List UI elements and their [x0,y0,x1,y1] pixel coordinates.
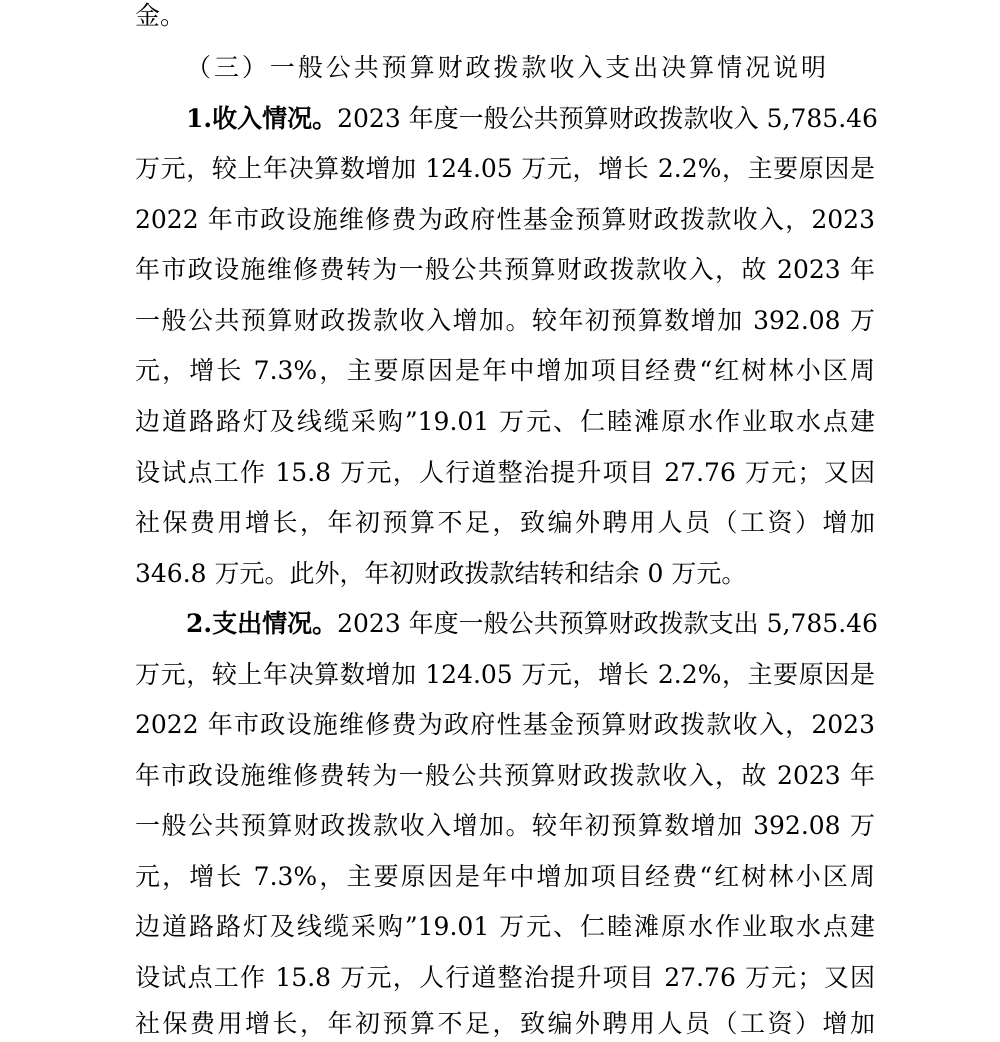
income-line: 万元，较上年决算数增加 124.05 万元，增长 2.2%，主要原因是 [135,154,875,183]
income-line-text: 2023 年度一般公共预算财政拨款收入 5,785.46 [337,104,878,133]
expenditure-first-line [186,608,878,640]
expenditure-line-text: 2023 年度一般公共预算财政拨款支出 5,785.46 [337,609,878,638]
expenditure-line: 设试点工作 15.8 万元，人行道整治提升项目 27.76 万元；又因 [135,963,875,992]
income-line: 一般公共预算财政拨款收入增加。较年初预算数增加 392.08 万 [135,306,875,335]
income-line: 年市政设施维修费转为一般公共预算财政拨款收入，故 2023 年 [135,255,875,284]
expenditure-line: 一般公共预算财政拨款收入增加。较年初预算数增加 392.08 万 [135,811,875,840]
income-line: 2022 年市政设施维修费为政府性基金预算财政拨款收入，2023 [135,205,875,234]
expenditure-line: 元，增长 7.3%，主要原因是年中增加项目经费“红树林小区周 [135,862,875,891]
top-fragment: 金。 [135,1,186,30]
expenditure-line: 万元，较上年决算数增加 124.05 万元，增长 2.2%，主要原因是 [135,660,875,689]
income-line: 边道路路灯及线缆采购”19.01 万元、仁睦滩原水作业取水点建 [135,407,875,436]
expenditure-line: 2022 年市政设施维修费为政府性基金预算财政拨款收入，2023 [135,710,875,739]
section-heading: （三）一般公共预算财政拨款收入支出决算情况说明 [186,53,826,82]
expenditure-line: 边道路路灯及线缆采购”19.01 万元、仁睦滩原水作业取水点建 [135,912,875,941]
expenditure-line: 年市政设施维修费转为一般公共预算财政拨款收入，故 2023 年 [135,761,875,790]
expenditure-lead: 2.支出情况。 [186,609,338,638]
income-line: 346.8 万元。此外，年初财政拨款结转和结余 0 万元。 [135,559,747,588]
income-line: 设试点工作 15.8 万元，人行道整治提升项目 27.76 万元；又因 [135,458,875,487]
income-line: 元，增长 7.3%，主要原因是年中增加项目经费“红树林小区周 [135,356,875,385]
income-first-line [186,103,878,135]
income-line: 社保费用增长，年初预算不足，致编外聘用人员（工资）增加 [135,508,875,537]
income-lead: 1.收入情况。 [186,104,338,133]
expenditure-line: 社保费用增长，年初预算不足，致编外聘用人员（工资）增加 [135,1009,875,1038]
